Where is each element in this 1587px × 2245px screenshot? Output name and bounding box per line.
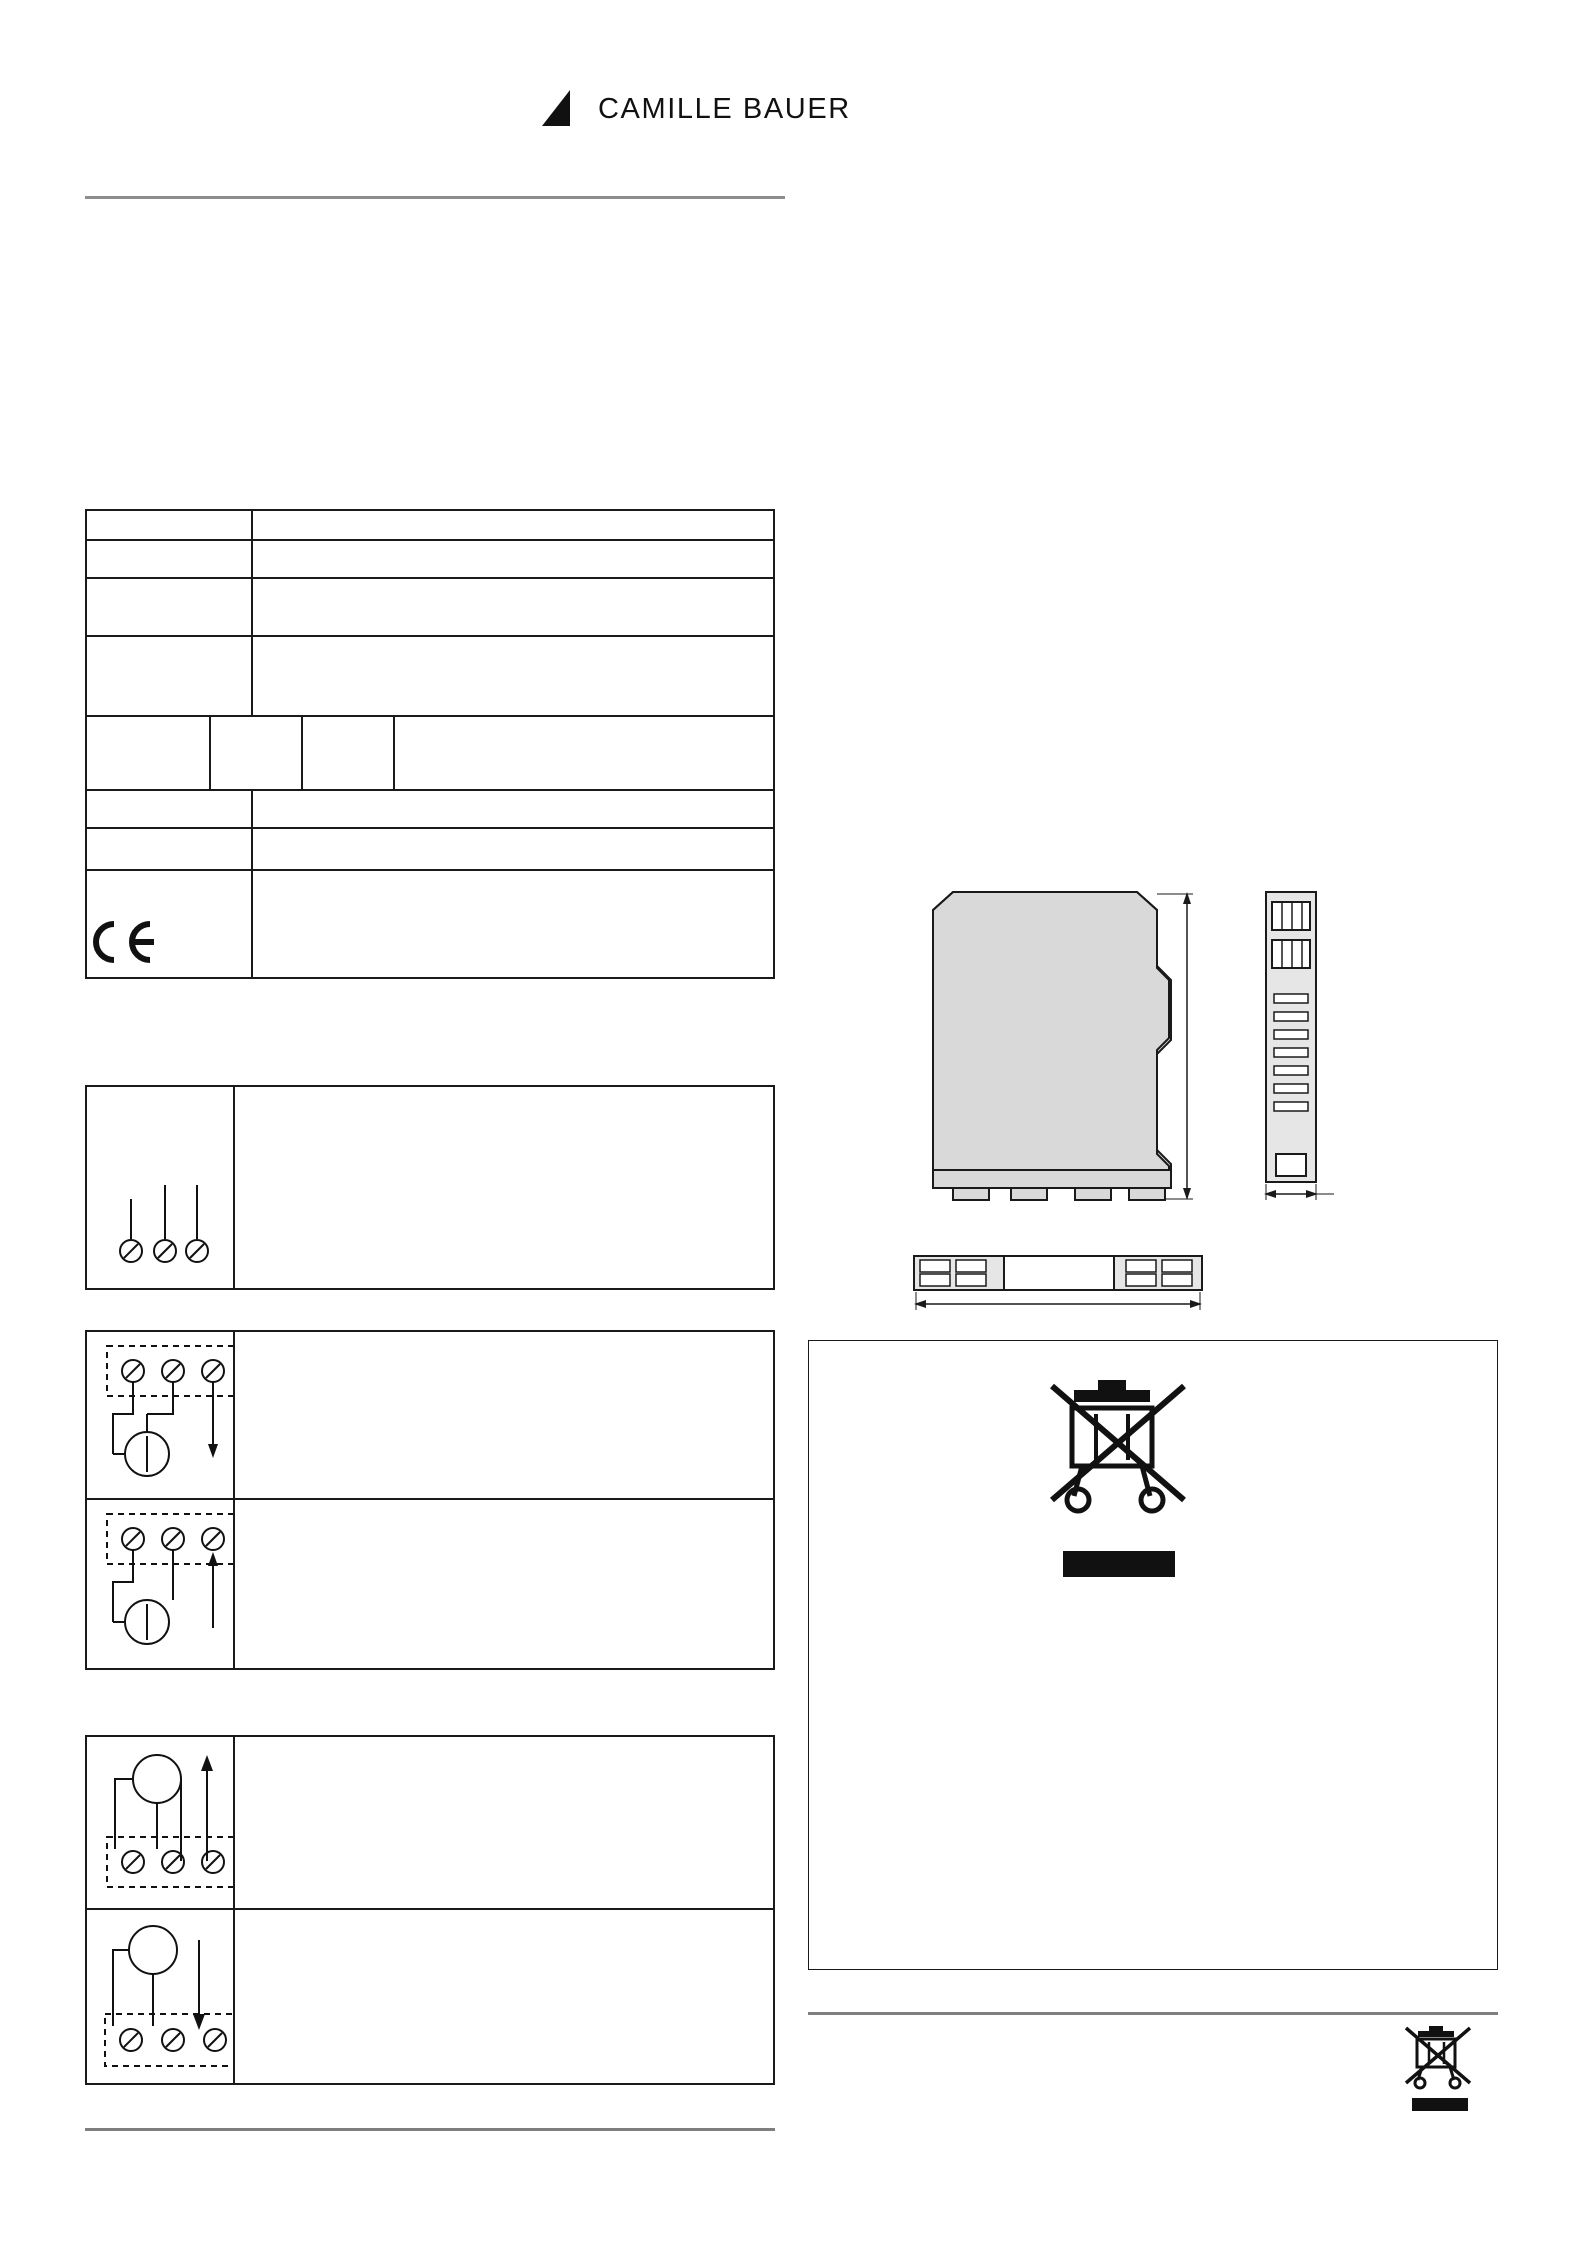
connection-description bbox=[235, 1332, 773, 1498]
table-row bbox=[87, 511, 773, 541]
spec-value-col1 bbox=[211, 717, 303, 789]
device-top-view bbox=[908, 1252, 1208, 1314]
spec-value bbox=[253, 637, 773, 715]
crossed-out-wheelie-bin-icon bbox=[1038, 1368, 1198, 1518]
connection-description bbox=[235, 1500, 773, 1668]
spec-label bbox=[87, 829, 253, 869]
table-row bbox=[87, 1332, 773, 1500]
spec-label bbox=[87, 541, 253, 577]
device-front-view bbox=[925, 888, 1195, 1210]
connection-table-1 bbox=[85, 1085, 775, 1290]
table-row bbox=[87, 1737, 773, 1910]
table-row bbox=[87, 717, 773, 791]
terminal-three-screw-diagram bbox=[87, 1087, 235, 1288]
spec-value bbox=[253, 579, 773, 635]
specifications-table bbox=[85, 509, 775, 979]
spec-value-col3 bbox=[395, 717, 773, 789]
spec-label bbox=[87, 637, 253, 715]
table-row bbox=[87, 829, 773, 871]
connection-table-3 bbox=[85, 1735, 775, 2085]
table-row bbox=[87, 579, 773, 637]
spec-value bbox=[253, 871, 773, 977]
table-row bbox=[87, 1910, 773, 2083]
spec-value bbox=[253, 511, 773, 539]
table-row bbox=[87, 541, 773, 579]
footer-divider-left bbox=[85, 2128, 775, 2131]
footer-divider-right bbox=[808, 2012, 1498, 2015]
connection-description bbox=[235, 1087, 773, 1288]
header-divider bbox=[85, 196, 785, 199]
spec-value-col2 bbox=[303, 717, 395, 789]
sensor-top-down-arrow-diagram bbox=[87, 1910, 235, 2083]
device-side-view bbox=[1258, 888, 1336, 1226]
connection-description bbox=[235, 1737, 773, 1908]
connection-description bbox=[235, 1910, 773, 2083]
brand-name: CAMILLE BAUER bbox=[598, 92, 851, 125]
spec-value bbox=[253, 541, 773, 577]
connection-table-2 bbox=[85, 1330, 775, 1670]
spec-value bbox=[253, 829, 773, 869]
spec-value bbox=[253, 791, 773, 827]
potentiometer-up-arrow-diagram bbox=[87, 1500, 235, 1668]
triangle-logo-icon bbox=[540, 88, 586, 130]
brand-header bbox=[540, 88, 851, 130]
table-row bbox=[87, 637, 773, 717]
spec-label bbox=[87, 579, 253, 635]
weee-black-bar bbox=[1063, 1551, 1175, 1577]
crossed-out-wheelie-bin-small-icon bbox=[1400, 2020, 1476, 2092]
spec-label bbox=[87, 717, 211, 789]
spec-label bbox=[87, 791, 253, 827]
ce-mark-icon bbox=[88, 920, 160, 964]
sensor-top-up-arrow-diagram bbox=[87, 1737, 235, 1908]
spec-label bbox=[87, 511, 253, 539]
weee-small-black-bar bbox=[1412, 2098, 1468, 2111]
table-row-ce bbox=[87, 871, 773, 977]
table-row bbox=[87, 1500, 773, 1668]
table-row bbox=[87, 791, 773, 829]
table-row bbox=[87, 1087, 773, 1288]
potentiometer-down-arrow-diagram bbox=[87, 1332, 235, 1498]
